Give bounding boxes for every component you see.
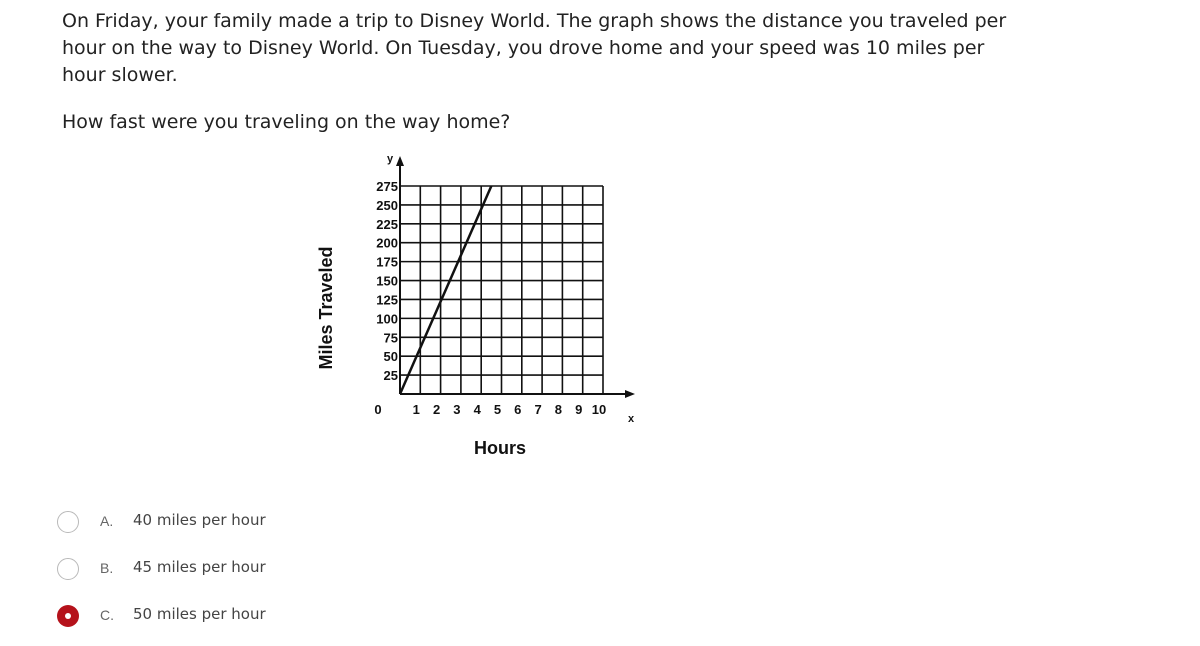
y-tick-label: 225 [376, 216, 398, 232]
x-tick-label: 2 [432, 402, 441, 417]
distance-graph [300, 148, 660, 468]
question-text: On Friday, your family made a trip to Disney World. The graph shows the distance you traveled per hour on the way to Disney World. On Tuesday, you drove home and your speed was 10 miles per hour slower. [62, 10, 1007, 86]
origin-label: 0 [374, 402, 382, 417]
answer-choices [57, 505, 457, 646]
y-axis-letter: y [386, 153, 394, 165]
choice-c-letter: C. [100, 607, 114, 623]
y-tick-label: 200 [376, 235, 398, 251]
choice-c-text: 50 miles per hour [133, 605, 266, 623]
y-tick-label: 150 [376, 273, 398, 289]
choice-a-text: 40 miles per hour [133, 511, 266, 529]
y-tick-label: 100 [376, 311, 398, 327]
y-tick-label: 75 [383, 330, 398, 346]
choice-b-letter: B. [100, 560, 114, 576]
y-axis-arrow [396, 156, 404, 166]
x-tick-label: 1 [412, 402, 420, 417]
y-tick-label: 50 [383, 349, 398, 365]
radio-b[interactable] [57, 558, 79, 580]
x-tick-label: 9 [575, 402, 583, 417]
y-tick-label: 250 [376, 197, 398, 213]
y-tick-label: 175 [376, 254, 398, 270]
y-axis-title: Miles Traveled [316, 246, 336, 370]
choice-c[interactable] [57, 599, 457, 646]
x-tick-label: 8 [554, 402, 563, 417]
x-axis-arrow [625, 390, 635, 398]
radio-c[interactable] [57, 605, 79, 627]
choice-a-letter: A. [100, 513, 114, 529]
y-tick-label: 125 [376, 292, 398, 308]
x-axis-title: Hours [473, 438, 527, 458]
question-prompt: How fast were you traveling on the way home? [62, 111, 511, 133]
radio-a[interactable] [57, 511, 79, 533]
choice-a[interactable] [57, 505, 457, 552]
x-tick-label: 7 [534, 402, 542, 417]
distance-line [400, 186, 491, 394]
x-tick-label: 6 [514, 402, 522, 417]
choice-b-text: 45 miles per hour [133, 558, 266, 576]
x-axis-letter: x [627, 413, 635, 425]
choice-b[interactable] [57, 552, 457, 599]
y-tick-label: 275 [376, 179, 398, 194]
y-tick-label: 25 [383, 368, 398, 384]
x-tick-label: 4 [473, 402, 481, 417]
x-tick-label: 3 [453, 402, 461, 417]
x-tick-label: 10 [591, 402, 607, 417]
x-tick-label: 5 [493, 402, 502, 417]
